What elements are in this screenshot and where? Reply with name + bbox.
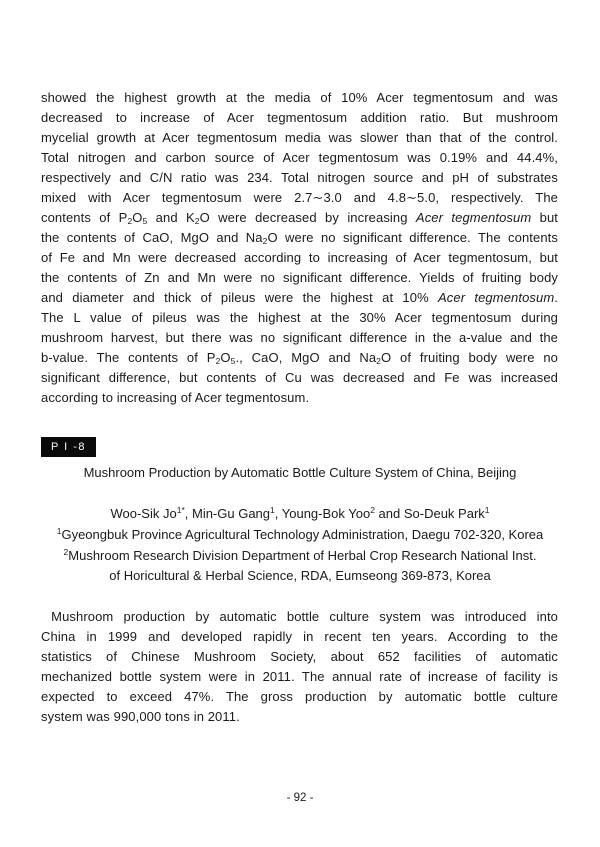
text-span: decreased to increase of Acer tegmentosum addition ratio. But mushroom	[41, 110, 558, 125]
page-number: - 92 -	[286, 792, 314, 804]
text-span: O were decreased by increasing	[199, 210, 416, 225]
text-line	[41, 108, 558, 128]
text-line	[41, 228, 558, 248]
affiliation-text: Gyeongbuk Province Agricultural Technology Administration, Daegu 702-320, Korea	[61, 527, 544, 542]
text-span: showed the highest growth at the media of 10% Acer tegmentosum and was	[41, 90, 558, 105]
text-span: mushroom harvest, but there was no significant difference in the a-value and the	[41, 330, 558, 345]
affiliation-2	[0, 546, 600, 566]
author-name: Woo-Sik Jo	[110, 506, 177, 521]
text-span: O were no significant difference. The contents	[267, 230, 558, 245]
text-line	[41, 647, 558, 667]
affiliation-1	[0, 525, 600, 545]
text-line	[41, 128, 558, 148]
author-name: , Young-Bok Yoo	[274, 506, 371, 521]
subscript: 5	[230, 356, 236, 366]
text-span: system was 990,000 tons in 2011.	[41, 709, 240, 724]
text-line	[41, 707, 558, 727]
superscript: 2	[63, 547, 69, 557]
author-name: , Min-Gu Gang	[184, 506, 271, 521]
text-span: b-value. The contents of P	[41, 350, 216, 365]
subscript: 2	[376, 356, 381, 366]
article-title: Mushroom Production by Automatic Bottle Culture System of China, Beijing	[83, 465, 517, 480]
superscript: 1	[484, 505, 490, 515]
text-span: according to increasing of Acer tegmentosum.	[41, 390, 310, 405]
text-span: ., CaO, MgO and Na	[235, 350, 377, 365]
text-span: O	[220, 350, 231, 365]
text-span: .	[554, 290, 558, 305]
text-span: expected to exceed 47%. The gross production by automatic bottle culture	[41, 689, 558, 704]
superscript: 2	[370, 505, 375, 515]
subscript: 5	[142, 216, 148, 226]
text-line	[41, 208, 558, 228]
species-name: Acer tegmentosum	[438, 290, 555, 305]
subscript: 2	[127, 216, 133, 226]
text-line	[41, 627, 558, 647]
text-span: O	[132, 210, 143, 225]
text-line	[41, 308, 558, 328]
superscript: 1*	[176, 505, 185, 515]
text-span: but	[531, 210, 558, 225]
text-span: the contents of CaO, MgO and Na	[41, 230, 263, 245]
text-span: and diameter and thick of pileus were the highest at 10%	[41, 290, 438, 305]
text-line	[41, 328, 558, 348]
superscript: 1	[56, 526, 62, 536]
section-code-badge: P I -8	[41, 437, 96, 457]
text-span: mixed with Acer tegmentosum were 2.7∼3.0 and 4.8∼5.0, respectively. The	[41, 190, 558, 205]
text-line	[41, 88, 558, 108]
text-line	[41, 348, 558, 368]
text-line	[41, 368, 558, 388]
text-span: Total nitrogen and carbon source of Acer tegmentosum was 0.19% and 44.4%,	[41, 150, 558, 165]
author-name: and So-Deuk Park	[374, 506, 485, 521]
text-span: China in 1999 and developed rapidly in recent ten years. According to the	[41, 629, 558, 644]
subscript: 2	[262, 236, 268, 246]
text-span: The L value of pileus was the highest at the 30% Acer tegmentosum during	[41, 310, 558, 325]
subscript: 2	[215, 356, 221, 366]
text-span: the contents of Zn and Mn were no significant difference. Yields of fruiting body	[41, 270, 558, 285]
text-span: statistics of Chinese Mushroom Society, about 652 facilities of automatic	[41, 649, 558, 664]
text-span: contents of P	[41, 210, 128, 225]
text-span: Mushroom production by automatic bottle culture system was introduced into	[41, 609, 558, 624]
affiliation-text: Mushroom Research Division Department of Herbal Crop Research National Inst.	[68, 548, 537, 563]
text-line	[41, 168, 558, 188]
text-line	[41, 148, 558, 168]
text-line	[41, 607, 558, 627]
author-list	[0, 504, 600, 524]
text-line	[41, 687, 558, 707]
subscript: 2	[194, 216, 200, 226]
text-span: and K	[147, 210, 195, 225]
text-span: mechanized bottle system were in 2011. The annual rate of increase of facility is	[41, 669, 558, 684]
text-line	[41, 248, 558, 268]
text-span: respectively and C/N ratio was 234. Total nitrogen source and pH of substrates	[41, 170, 558, 185]
text-line	[41, 388, 558, 408]
text-line	[41, 268, 558, 288]
affiliation-2-continued: of Horicultural & Herbal Science, RDA, Eumseong 369-873, Korea	[109, 568, 491, 583]
superscript: 1	[270, 505, 275, 515]
text-span: of Fe and Mn were decreased according to increasing of Acer tegmentosum, but	[41, 250, 558, 265]
text-span: mycelial growth at Acer tegmentosum media was slower than that of the control.	[41, 130, 558, 145]
text-span: significant difference, but contents of Cu was decreased and Fe was increased	[41, 370, 558, 385]
text-line	[41, 667, 558, 687]
text-span: O of fruiting body were no	[381, 350, 558, 365]
text-line	[41, 188, 558, 208]
species-name: Acer tegmentosum	[415, 210, 532, 225]
text-line	[41, 288, 558, 308]
